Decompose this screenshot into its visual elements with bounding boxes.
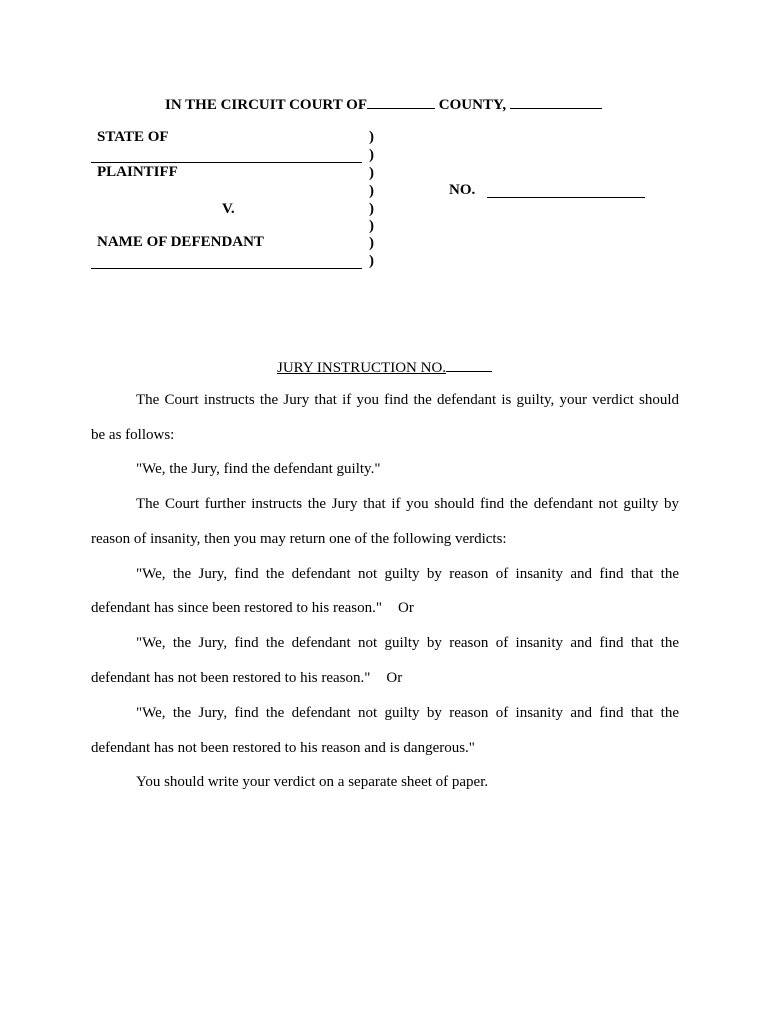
paragraph-1-line-2: be as follows: bbox=[91, 427, 175, 443]
paragraph-1-line-1: The Court instructs the Jury that if you find the defendant is guilty, your verdict should bbox=[136, 392, 679, 408]
caption-paren: ) bbox=[369, 235, 374, 251]
or-separator: Or bbox=[386, 670, 403, 686]
state-name-blank bbox=[510, 94, 602, 109]
instruction-title-text: JURY INSTRUCTION NO. bbox=[277, 360, 447, 376]
verdict-dangerous-line-2: defendant has not been restored to his reason and is dangerous." bbox=[91, 740, 475, 756]
verdict-restored-line-1: "We, the Jury, find the defendant not guilty by reason of insanity and find that the bbox=[136, 566, 679, 582]
verdict-dangerous-line-1: "We, the Jury, find the defendant not guilty by reason of insanity and find that the bbox=[136, 705, 679, 721]
caption-paren: ) bbox=[369, 218, 374, 234]
defendant-name-line bbox=[91, 268, 362, 269]
plaintiff-name-line bbox=[91, 162, 362, 163]
paragraph-3-line-1: The Court further instructs the Jury that if you should find the defendant not guilty by bbox=[136, 496, 679, 512]
caption-paren: ) bbox=[369, 147, 374, 163]
write-verdict-instruction: You should write your verdict on a separate sheet of paper. bbox=[136, 774, 489, 790]
caption-paren: ) bbox=[369, 183, 374, 199]
court-prefix: IN THE CIRCUIT COURT OF bbox=[165, 97, 368, 113]
caption-paren: ) bbox=[369, 129, 374, 145]
state-of-label: STATE OF bbox=[97, 129, 169, 145]
or-separator: Or bbox=[398, 600, 414, 616]
instruction-title bbox=[277, 357, 492, 377]
county-label: COUNTY, bbox=[438, 97, 507, 113]
paragraph-3-line-2: reason of insanity, then you may return one of the following verdicts: bbox=[91, 531, 507, 547]
defendant-label: NAME OF DEFENDANT bbox=[97, 234, 264, 250]
caption-paren: ) bbox=[369, 165, 374, 181]
versus-label: V. bbox=[222, 201, 235, 217]
court-header bbox=[165, 94, 602, 114]
verdict-not-restored-text: defendant has not been restored to his reason." bbox=[91, 670, 371, 686]
instruction-number-blank bbox=[446, 357, 492, 372]
verdict-restored-text: defendant has since been restored to his reason." bbox=[91, 600, 383, 616]
verdict-restored-line-2 bbox=[91, 600, 414, 617]
plaintiff-label: PLAINTIFF bbox=[97, 164, 178, 180]
county-name-blank bbox=[367, 94, 435, 109]
caption-paren: ) bbox=[369, 253, 374, 269]
case-number-line bbox=[487, 197, 645, 198]
caption-paren: ) bbox=[369, 201, 374, 217]
verdict-not-restored-line-2 bbox=[91, 670, 402, 687]
verdict-not-restored-line-1: "We, the Jury, find the defendant not guilty by reason of insanity and find that the bbox=[136, 635, 679, 651]
case-number-label: NO. bbox=[449, 182, 476, 198]
verdict-guilty: "We, the Jury, find the defendant guilty." bbox=[136, 461, 381, 477]
